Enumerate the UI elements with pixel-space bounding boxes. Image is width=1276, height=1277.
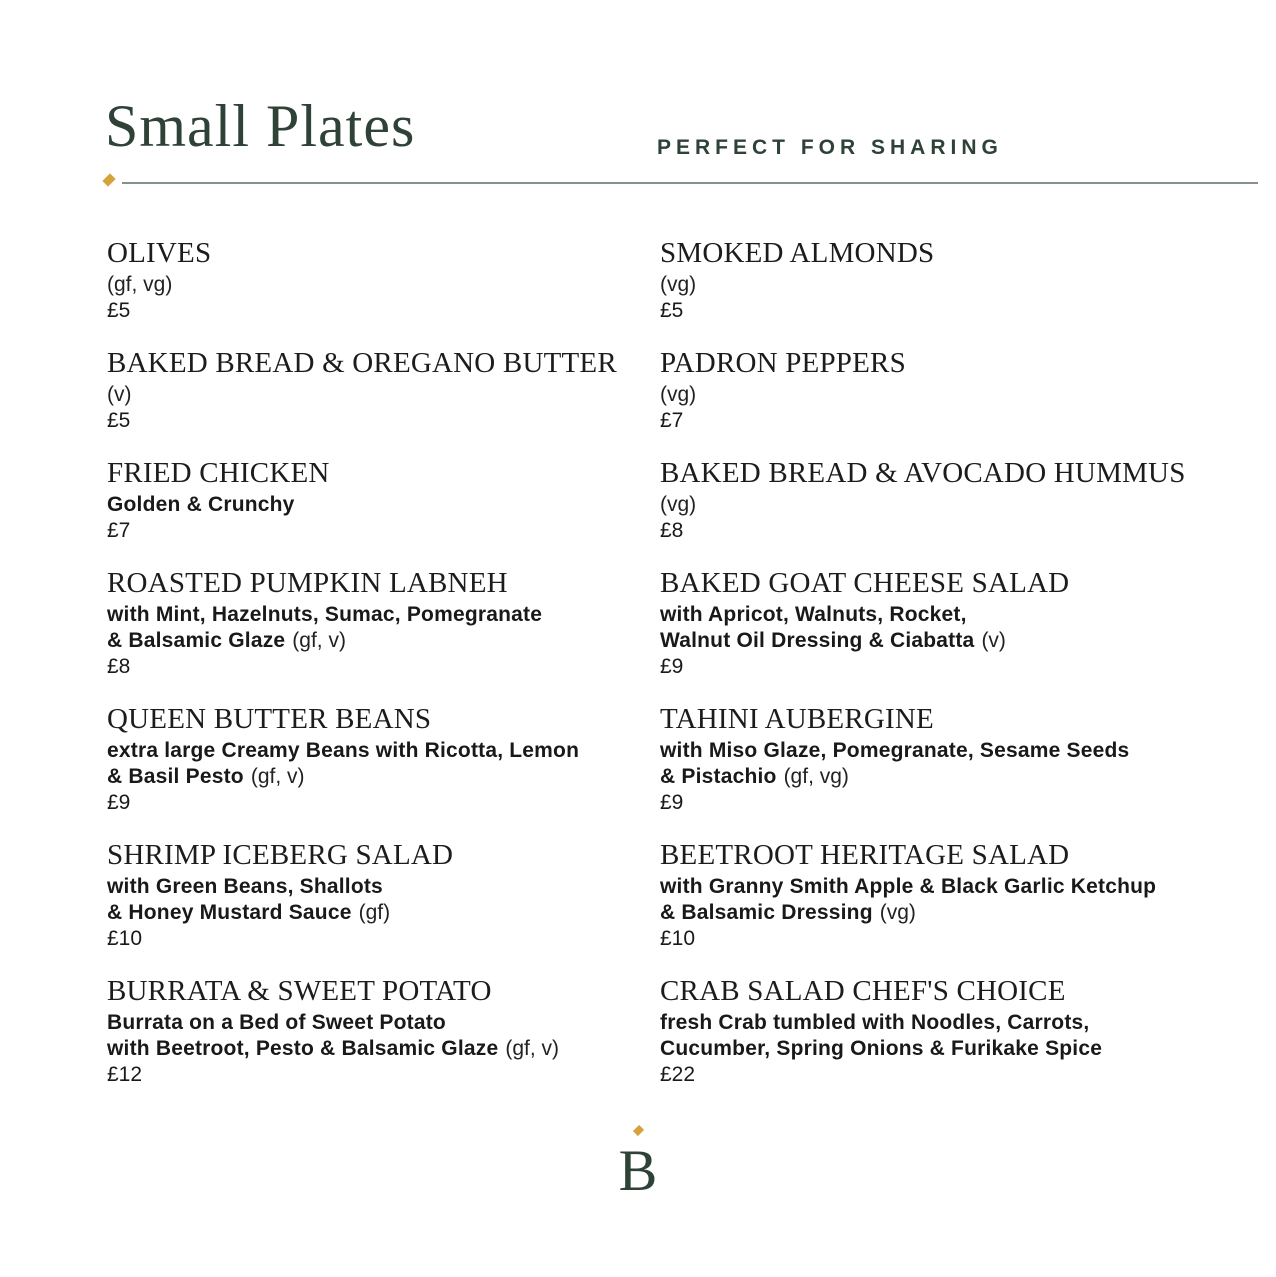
menu-item [660,704,1213,840]
menu-item-price: £12 [107,1063,143,1086]
menu-item-description-line [107,1010,660,1036]
brand-logo [0,1126,1276,1203]
menu-item-description [660,492,1213,518]
menu-item-price: £8 [107,655,131,678]
menu-item-description [660,272,1213,298]
menu-item [107,976,660,1112]
menu-item-price: £8 [660,519,684,542]
menu-item-description-line [107,272,660,298]
description-text: with Granny Smith Apple & Black Garlic Ketchup [660,875,1157,898]
description-text: with Beetroot, Pesto & Balsamic Glaze [107,1037,499,1060]
menu-item-price: £10 [107,927,143,950]
menu-item-name: TAHINI AUBERGINE [660,703,934,735]
menu-item-name: SHRIMP ICEBERG SALAD [107,839,454,871]
description-text: Cucumber, Spring Onions & Furikake Spice [660,1037,1103,1060]
menu-item-description [107,1010,660,1062]
menu-item-price: £22 [660,1063,696,1086]
menu-item-description-line [107,874,660,900]
menu-item [660,840,1213,976]
menu-item [660,348,1213,458]
menu-item-description [660,874,1213,926]
menu-item-description-line [660,1036,1213,1062]
logo-letter: B [618,1138,658,1203]
menu-item-name: SMOKED ALMONDS [660,237,935,269]
menu-item-description [660,382,1213,408]
dietary-tag: (vg) [660,273,697,296]
menu-item-description-line [107,602,660,628]
menu-item-description [660,738,1213,790]
page-subtitle: PERFECT FOR SHARING [657,136,1003,159]
menu-item-price: £10 [660,927,696,950]
dietary-tag: (gf, v) [292,629,346,652]
menu-item-description [107,382,660,408]
divider-line [122,182,1258,184]
menu-item-name: BAKED GOAT CHEESE SALAD [660,567,1070,599]
menu-item-description-line [660,900,1213,926]
menu-item-price: £5 [660,299,684,322]
menu-item [107,568,660,704]
menu-item-description-line [660,272,1213,298]
menu-item-description-line [107,738,660,764]
divider-diamond-icon [102,173,115,186]
menu-item-name: CRAB SALAD CHEF'S CHOICE [660,975,1066,1007]
dietary-tag: (vg) [879,901,916,924]
description-text: with Mint, Hazelnuts, Sumac, Pomegranate [107,603,543,626]
menu-item [660,458,1213,568]
menu-item-description-line [660,738,1213,764]
description-text: with Green Beans, Shallots [107,875,383,898]
description-text: extra large Creamy Beans with Ricotta, Lemon [107,739,580,762]
description-text: with Apricot, Walnuts, Rocket, [660,603,967,626]
menu-item-name: ROASTED PUMPKIN LABNEH [107,567,508,599]
menu-item-description-line [660,602,1213,628]
dietary-tag: (v) [107,383,132,406]
menu-item-name: BEETROOT HERITAGE SALAD [660,839,1070,871]
dietary-tag: (gf, v) [250,765,305,788]
menu-item-name: PADRON PEPPERS [660,347,906,379]
menu-item [660,568,1213,704]
dietary-tag: (v) [981,629,1006,652]
menu-item [107,704,660,840]
menu-item-description-line [107,628,660,654]
menu-item-description-line [107,764,660,790]
menu-item-description-line [660,874,1213,900]
description-text: & Balsamic Dressing [660,901,873,924]
menu-item-description [107,272,660,298]
logo-diamond-icon [632,1125,643,1136]
dietary-tag: (gf, v) [505,1037,560,1060]
description-text: & Honey Mustard Sauce [107,901,352,924]
menu-item [107,840,660,976]
menu-item [660,976,1213,1112]
page-title: Small Plates [105,93,416,159]
description-text: & Balsamic Glaze [107,629,286,652]
menu-item-name: BAKED BREAD & AVOCADO HUMMUS [660,457,1186,489]
dietary-tag: (gf) [358,901,391,924]
menu-item-description [107,492,660,518]
menu-item-description-line [660,1010,1213,1036]
description-text: Walnut Oil Dressing & Ciabatta [660,629,975,652]
menu-item-description-line [107,492,660,518]
menu-item-description-line [107,382,660,408]
menu-item-price: £7 [660,409,684,432]
menu-item-name: FRIED CHICKEN [107,457,330,489]
menu-item-description-line [107,1036,660,1062]
menu-item-description-line [660,492,1213,518]
menu-item-name: BURRATA & SWEET POTATO [107,975,492,1007]
dietary-tag: (gf, vg) [107,273,173,296]
description-text: fresh Crab tumbled with Noodles, Carrots, [660,1011,1090,1034]
menu-item-description [660,1010,1213,1062]
menu-item-description-line [660,764,1213,790]
description-text: & Pistachio [660,765,777,788]
menu-item-description-line [660,628,1213,654]
dietary-tag: (vg) [660,493,697,516]
menu-item-price: £9 [660,655,684,678]
menu-item-price: £9 [660,791,684,814]
menu-item-name: QUEEN BUTTER BEANS [107,703,432,735]
menu-item-description-line [107,900,660,926]
menu-grid [107,238,1217,1112]
menu-item-description [660,602,1213,654]
menu-item [107,458,660,568]
description-text: Burrata on a Bed of Sweet Potato [107,1011,446,1034]
menu-item-description [107,602,660,654]
menu-item-name: BAKED BREAD & OREGANO BUTTER [107,347,617,379]
dietary-tag: (vg) [660,383,697,406]
menu-item-price: £5 [107,299,131,322]
menu-item-price: £5 [107,409,131,432]
description-text: Golden & Crunchy [107,493,295,516]
menu-item [107,238,660,348]
menu-item [660,238,1213,348]
description-text: with Miso Glaze, Pomegranate, Sesame Seeds [660,739,1130,762]
dietary-tag: (gf, vg) [783,765,849,788]
description-text: & Basil Pesto [107,765,244,788]
menu-item-price: £9 [107,791,131,814]
menu-item [107,348,660,458]
menu-item-name: OLIVES [107,237,212,269]
menu-item-description [107,874,660,926]
menu-item-price: £7 [107,519,131,542]
menu-item-description-line [660,382,1213,408]
menu-item-description [107,738,660,790]
